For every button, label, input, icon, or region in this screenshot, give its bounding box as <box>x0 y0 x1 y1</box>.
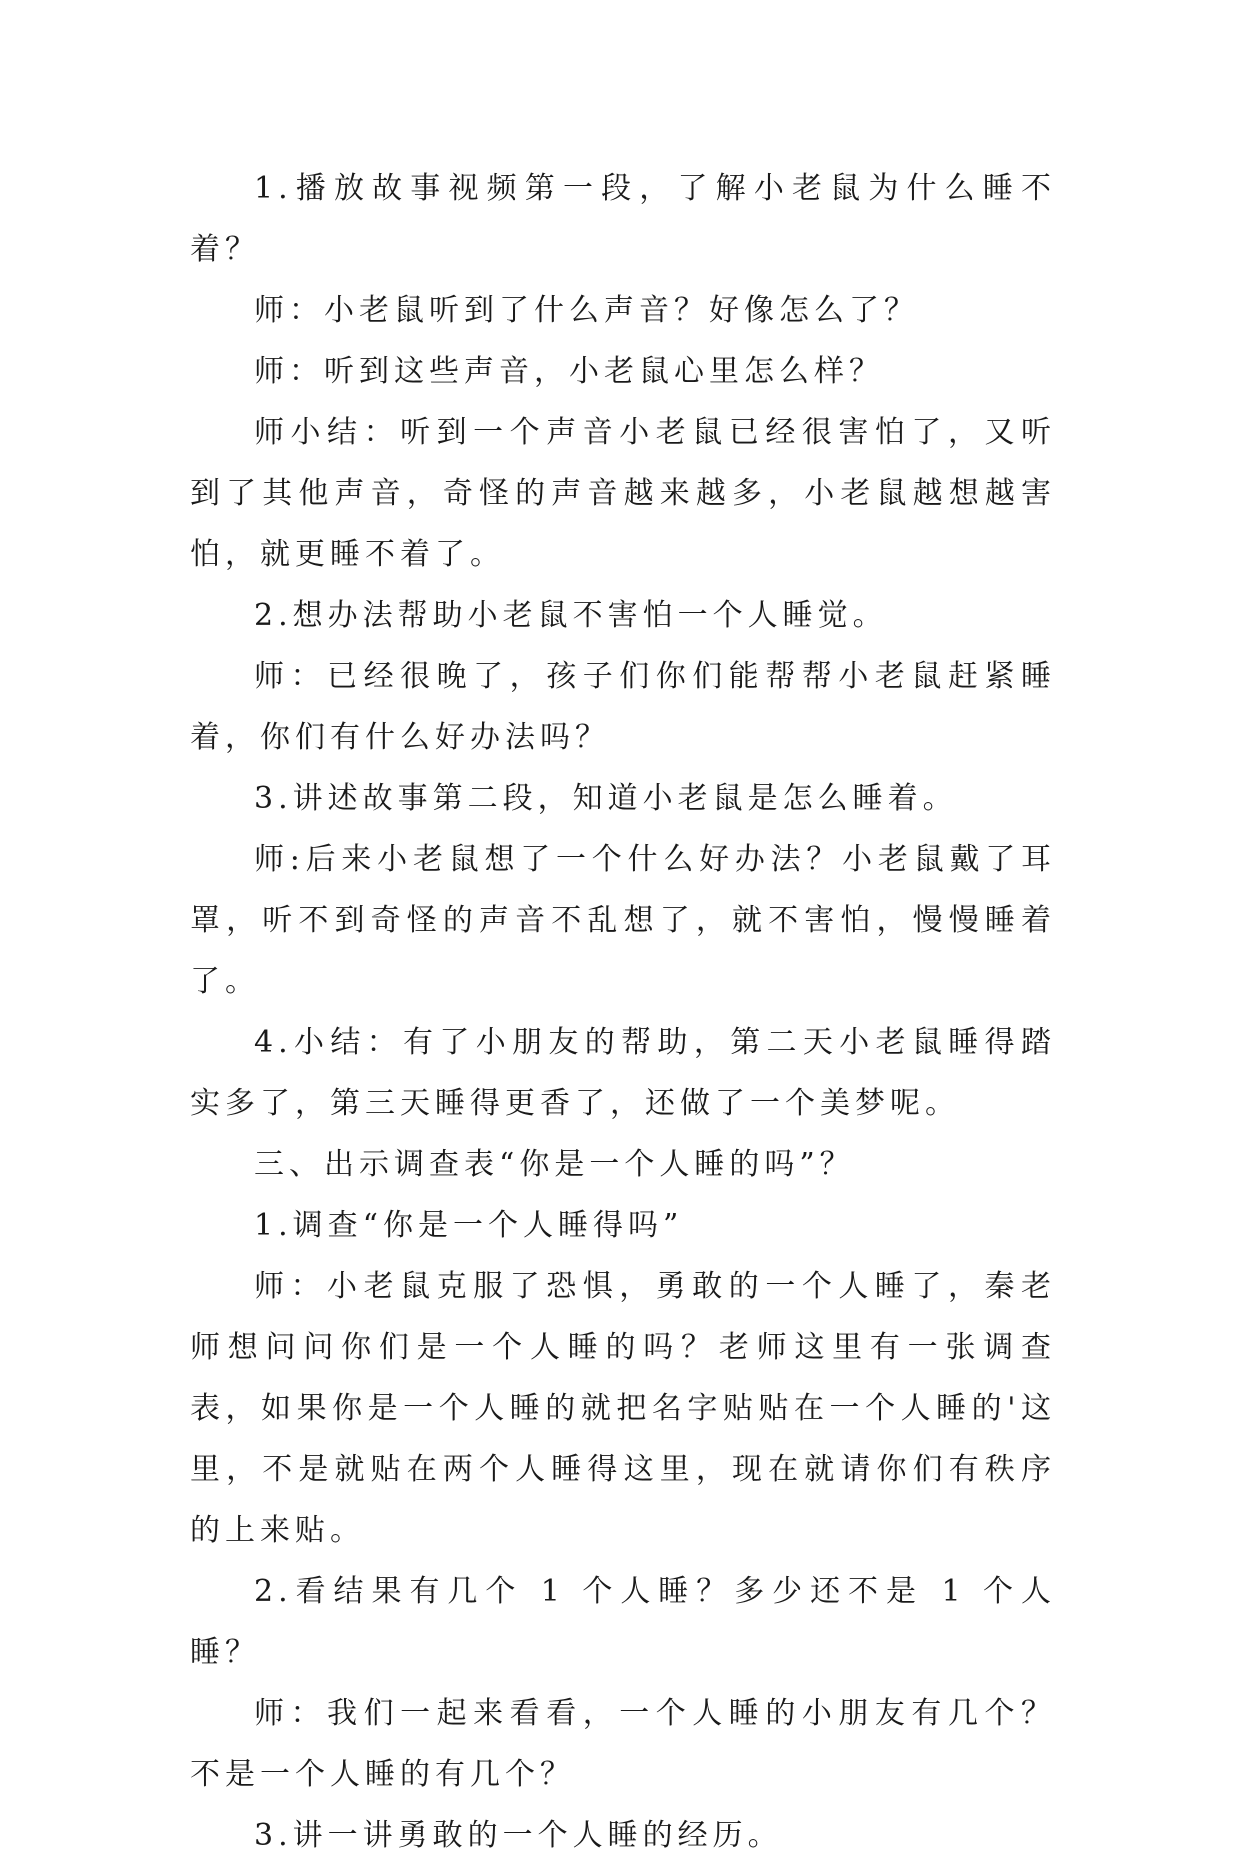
paragraph-15: 3.讲一讲勇敢的一个人睡的经历。 <box>254 1818 783 1853</box>
paragraph-14: 师：我们一起来看看，一个人睡的小朋友有几个？不是一个人睡的有几个？ <box>190 1696 1056 1792</box>
paragraph-9: 4.小结：有了小朋友的帮助，第二天小老鼠睡得踏实多了，第三天睡得更香了，还做了一个美梦呢。 <box>190 1025 1056 1121</box>
paragraph-3: 师：听到这些声音，小老鼠心里怎么样？ <box>254 354 884 389</box>
paragraph-6: 师：已经很晚了，孩子们你们能帮帮小老鼠赶紧睡着，你们有什么好办法吗？ <box>190 659 1056 755</box>
paragraph-8: 师:后来小老鼠想了一个什么好办法？小老鼠戴了耳罩，听不到奇怪的声音不乱想了，就不害怕，慢慢睡着了。 <box>190 842 1056 999</box>
paragraph-12: 师：小老鼠克服了恐惧，勇敢的一个人睡了，秦老师想问问你们是一个人睡的吗？老师这里有一张调查表，如果你是一个人睡的就把名字贴贴在一个人睡的'这里，不是就贴在两个人睡得这里，现在就请你们有秩序的上来贴。 <box>190 1269 1056 1548</box>
paragraph-1: 1.播放故事视频第一段，了解小老鼠为什么睡不着？ <box>190 171 1056 267</box>
document-body <box>190 158 1056 1866</box>
paragraph-2: 师：小老鼠听到了什么声音？好像怎么了？ <box>254 293 919 328</box>
paragraph-11: 1.调查“你是一个人睡得吗” <box>254 1208 684 1243</box>
paragraph-7: 3.讲述故事第二段，知道小老鼠是怎么睡着。 <box>254 781 958 816</box>
paragraph-10: 三、出示调查表“你是一个人睡的吗”？ <box>254 1147 855 1182</box>
paragraph-5: 2.想办法帮助小老鼠不害怕一个人睡觉。 <box>254 598 888 633</box>
paragraph-13: 2.看结果有几个 1 个人睡？多少还不是 1 个人睡？ <box>190 1574 1056 1670</box>
paragraph-4: 师小结：听到一个声音小老鼠已经很害怕了，又听到了其他声音，奇怪的声音越来越多，小老鼠越想越害怕，就更睡不着了。 <box>190 415 1056 572</box>
